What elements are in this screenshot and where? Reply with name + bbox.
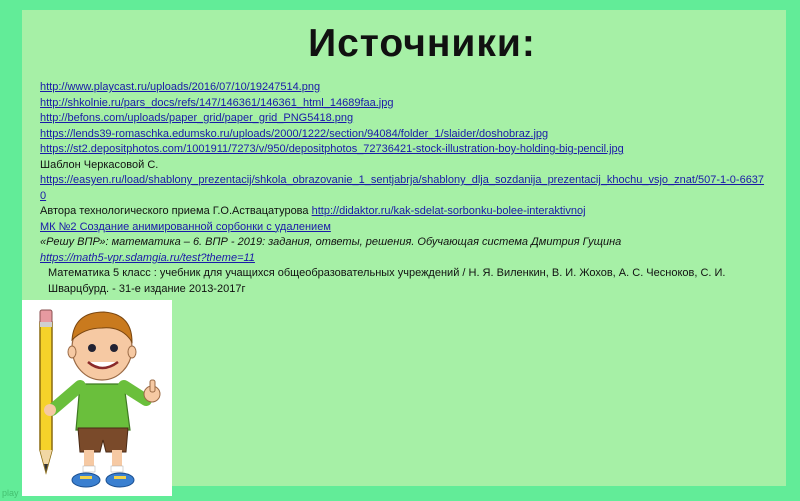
reshu-vpr-text: «Решу ВПР»: математика – 6. ВПР - 2019: задания, ответы, решения. Обучающая система Дмитрия Гущина	[40, 236, 622, 248]
boy-with-pencil-illustration	[22, 300, 172, 496]
source-link-playcast[interactable]: http://www.playcast.ru/uploads/2016/07/10/19247514.png	[40, 81, 321, 93]
textbook-reference: Математика 5 класс : учебник для учащихся общеобразовательных учреждений / Н. Я. Виленкин, В. И. Жохов, А. С. Чесноков, С. И. Шварцбурд. - 31-е издание 2013-2017г	[48, 267, 726, 295]
technique-author-text: Автора технологического приема Г.О.Аствацатурова	[40, 205, 312, 217]
source-link-shkolnie[interactable]: http://shkolnie.ru/pars_docs/refs/147/146361/146361_html_14689faa.jpg	[40, 96, 394, 109]
pencil-graphic	[40, 310, 52, 472]
page-title: Источники:	[308, 22, 536, 65]
slide-panel	[22, 10, 786, 486]
source-link-lends39[interactable]: https://lends39-romaschka.edumsko.ru/uploads/2000/1222/section/94084/folder_1/slaider/doshobraz.jpg	[40, 127, 549, 140]
corner-mark: play	[2, 488, 19, 498]
source-link-easyen[interactable]: https://easyen.ru/load/shablony_prezentacij/shkola_obrazovanie_1_sentjabrja/shablony_dlja_sozdanija_prezentacij_khochu_vsjo_znat/507-1-0-66370	[40, 174, 765, 202]
mk-link[interactable]: МК №2 Создание анимированной сорбонки с удалением	[40, 220, 331, 233]
template-credit: Шаблон Черкасовой С.	[40, 158, 159, 171]
source-link-befons[interactable]: http://befons.com/uploads/paper_grid/paper_grid_PNG5418.png	[40, 112, 354, 124]
source-link-didaktor[interactable]: http://didaktor.ru/kak-sdelat-sorbonku-bolee-interaktivnoj	[311, 205, 586, 217]
sources-list	[40, 80, 770, 297]
source-link-depositphotos[interactable]: https://st2.depositphotos.com/1001911/7273/v/950/depositphotos_72736421-stock-illustration-boy-holding-big-pencil.jpg	[40, 143, 624, 155]
source-link-sdamgia[interactable]: https://math5-vpr.sdamgia.ru/test?theme=11	[40, 251, 255, 264]
